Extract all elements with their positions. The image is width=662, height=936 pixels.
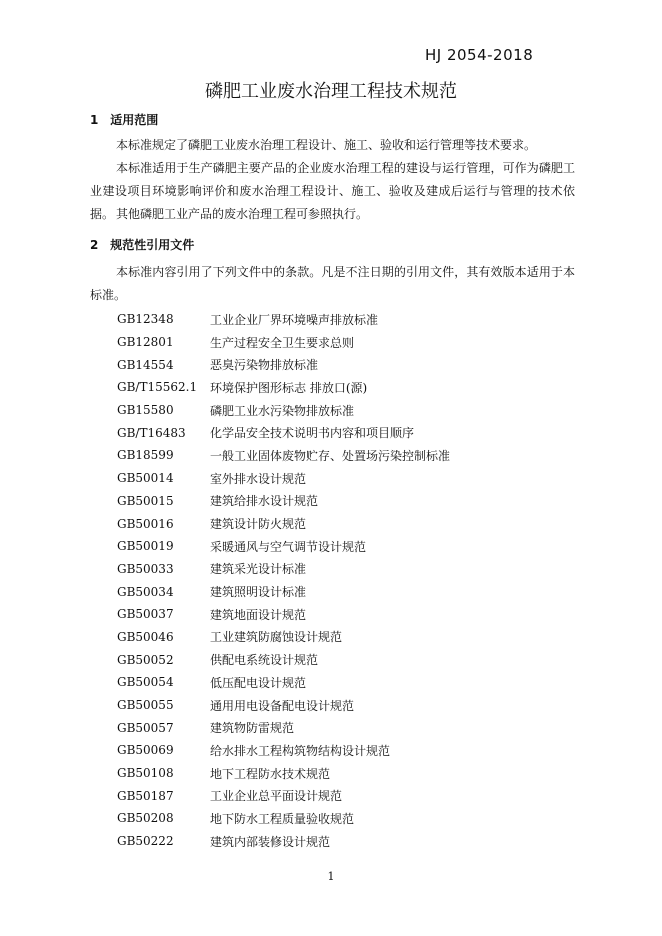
reference-name: 给水排水工程构筑物结构设计规范 <box>210 743 391 758</box>
reference-code: GB50052 <box>117 652 174 667</box>
paragraph: 其他磷肥工业产品的废水治理工程可参照执行。 <box>116 207 369 221</box>
reference-row <box>117 512 577 535</box>
reference-row <box>117 308 577 331</box>
reference-row <box>117 580 577 603</box>
reference-row <box>117 399 577 422</box>
paragraph: 本标准内容引用了下列文件中的条款。凡是不注日期的引用文件，其有效版本适用于本标准。 <box>90 265 575 302</box>
reference-name: 建筑地面设计规范 <box>210 607 307 622</box>
reference-code: GB18599 <box>117 448 174 463</box>
page-number: 1 <box>327 870 335 883</box>
reference-code: GB50208 <box>117 811 174 826</box>
reference-list <box>117 308 577 853</box>
reference-name: 建筑物防雷规范 <box>210 721 295 736</box>
reference-row <box>117 444 577 467</box>
reference-row <box>117 830 577 853</box>
reference-code: GB/T15562.1 <box>117 380 198 395</box>
section-title: 适用范围 <box>110 113 159 127</box>
reference-code: GB14554 <box>117 357 174 372</box>
reference-code: GB50019 <box>117 539 174 554</box>
section-heading-scope <box>90 111 158 128</box>
reference-name: 室外排水设计规范 <box>210 471 307 486</box>
reference-row <box>117 626 577 649</box>
reference-name: 工业企业厂界环境噪声排放标准 <box>210 312 379 327</box>
section-heading-normative-references <box>90 236 194 253</box>
reference-code: GB50069 <box>117 743 174 758</box>
reference-row <box>117 694 577 717</box>
reference-row <box>117 671 577 694</box>
reference-row <box>117 535 577 558</box>
reference-row <box>117 716 577 739</box>
paragraph: 本标准规定了磷肥工业废水治理工程设计、施工、验收和运行管理等技术要求。 <box>116 138 537 152</box>
reference-code: GB/T16483 <box>117 425 186 440</box>
paragraph: 本标准适用于生产磷肥主要产品的企业废水治理工程的建设与运行管理，可作为磷肥工业建设项目环境影响评价和废水治理工程设计、施工、验收及建成后运行与管理的技术依据。 <box>90 161 575 221</box>
reference-row <box>117 331 577 354</box>
reference-name: 建筑内部装修设计规范 <box>210 834 331 849</box>
reference-name: 建筑设计防火规范 <box>210 517 307 532</box>
reference-name: 恶臭污染物排放标准 <box>210 358 319 373</box>
reference-name: 低压配电设计规范 <box>210 675 307 690</box>
reference-name: 供配电系统设计规范 <box>210 653 319 668</box>
reference-code: GB50055 <box>117 698 174 713</box>
reference-code: GB50034 <box>117 584 174 599</box>
reference-name: 化学品安全技术说明书内容和项目顺序 <box>210 426 415 441</box>
reference-code: GB15580 <box>117 403 174 418</box>
reference-code: GB12801 <box>117 335 174 350</box>
reference-row <box>117 739 577 762</box>
reference-row <box>117 784 577 807</box>
reference-row <box>117 558 577 581</box>
reference-name: 建筑照明设计标准 <box>210 585 307 600</box>
reference-name: 磷肥工业水污染物排放标准 <box>210 403 355 418</box>
reference-code: GB50015 <box>117 493 174 508</box>
reference-name: 工业企业总平面设计规范 <box>210 789 343 804</box>
reference-code: GB12348 <box>117 312 174 327</box>
reference-row <box>117 603 577 626</box>
reference-name: 地下工程防水技术规范 <box>210 766 331 781</box>
reference-name: 生产过程安全卫生要求总则 <box>210 335 355 350</box>
reference-name: 工业建筑防腐蚀设计规范 <box>210 630 343 645</box>
reference-name: 采暖通风与空气调节设计规范 <box>210 539 367 554</box>
reference-row <box>117 807 577 830</box>
reference-row <box>117 353 577 376</box>
reference-code: GB50187 <box>117 788 174 803</box>
reference-code: GB50037 <box>117 607 174 622</box>
reference-row <box>117 467 577 490</box>
reference-row <box>117 490 577 513</box>
reference-name: 通用用电设备配电设计规范 <box>210 698 355 713</box>
standard-code: HJ 2054-2018 <box>425 46 534 64</box>
section-number: 1 <box>90 113 99 127</box>
reference-row <box>117 376 577 399</box>
document-title: 磷肥工业废水治理工程技术规范 <box>205 81 457 102</box>
reference-code: GB50222 <box>117 834 174 849</box>
reference-row <box>117 421 577 444</box>
reference-code: GB50057 <box>117 720 174 735</box>
reference-code: GB50014 <box>117 471 174 486</box>
reference-name: 一般工业固体废物贮存、处置场污染控制标准 <box>210 448 451 463</box>
reference-code: GB50033 <box>117 561 174 576</box>
section-number: 2 <box>90 238 99 252</box>
reference-name: 建筑给排水设计规范 <box>210 494 319 509</box>
reference-code: GB50046 <box>117 629 174 644</box>
reference-name: 地下防水工程质量验收规范 <box>210 811 355 826</box>
reference-row <box>117 648 577 671</box>
reference-name: 建筑采光设计标准 <box>210 562 307 577</box>
reference-name: 环境保护图形标志 排放口(源) <box>210 380 368 395</box>
reference-code: GB50016 <box>117 516 174 531</box>
reference-row <box>117 762 577 785</box>
reference-code: GB50054 <box>117 675 174 690</box>
reference-code: GB50108 <box>117 766 174 781</box>
section-title: 规范性引用文件 <box>110 238 195 252</box>
